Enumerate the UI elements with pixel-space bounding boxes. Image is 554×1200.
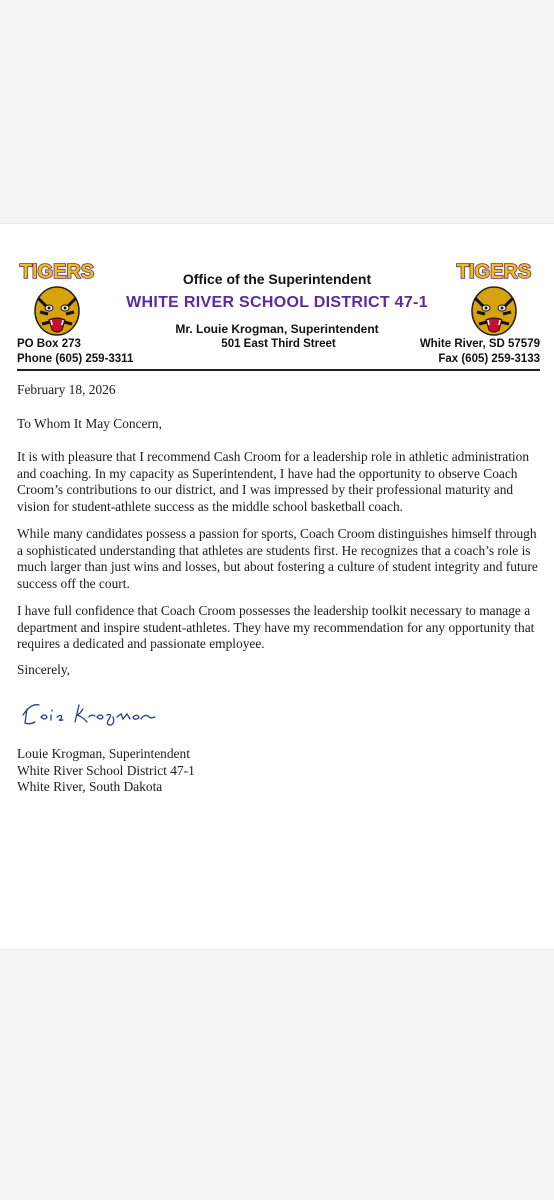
letter-closing: Sincerely, bbox=[17, 662, 71, 677]
header-divider bbox=[17, 369, 540, 371]
signer-name-title: Louie Krogman, Superintendent bbox=[17, 746, 190, 761]
phone-number: Phone (605) 259-3311 bbox=[17, 353, 134, 365]
svg-text:TIGERS: TIGERS bbox=[456, 261, 532, 283]
contact-lines bbox=[17, 337, 540, 365]
superintendent-line: Mr. Louie Krogman, Superintendent bbox=[175, 322, 379, 336]
signature-block bbox=[17, 746, 540, 796]
signer-district: White River School District 47-1 bbox=[17, 762, 195, 778]
letter-paragraph-2: While many candidates possess a passion for sports, Coach Croom distinguishes himself through a sophisticated understanding that athletes are students first. He recognizes that a coach’s role is much larger than just wins and losses, but about fostering a culture of student integrity and future success off the court. bbox=[17, 526, 538, 591]
handwritten-signature bbox=[17, 695, 167, 729]
letter-page bbox=[0, 224, 554, 949]
svg-text:TIGERS: TIGERS bbox=[19, 261, 95, 283]
contact-right bbox=[420, 337, 540, 367]
office-title: Office of the Superintendent bbox=[182, 271, 372, 287]
city-state: White River, SD 57579 bbox=[419, 338, 540, 350]
district-name: WHITE RIVER SCHOOL DISTRICT 47-1 bbox=[126, 294, 428, 311]
po-box: PO Box 273 bbox=[17, 338, 81, 350]
letter-paragraph-1: It is with pleasure that I recommend Cash Croom for a leadership role in athletic administration and coaching. In my capacity as Superintendent, I have had the opportunity to observe Coach Croom’s contributions to our district, and I was impressed by their professional maturity and vision for student-athlete success as the middle school basketball coach. bbox=[17, 449, 530, 514]
letter-paragraph-3: I have full confidence that Coach Croom possesses the leadership toolkit necessary to manage a department and inspire student-athletes. They have my recommendation for any opportunity that requires a dedicated and passionate employee. bbox=[17, 603, 535, 651]
letter-greeting: To Whom It May Concern, bbox=[17, 416, 162, 431]
street-address: 501 East Third Street bbox=[221, 338, 336, 350]
signer-location: White River, South Dakota bbox=[17, 779, 163, 794]
fax-number: Fax (605) 259-3133 bbox=[438, 353, 540, 365]
letter-date: February 18, 2026 bbox=[17, 382, 116, 397]
